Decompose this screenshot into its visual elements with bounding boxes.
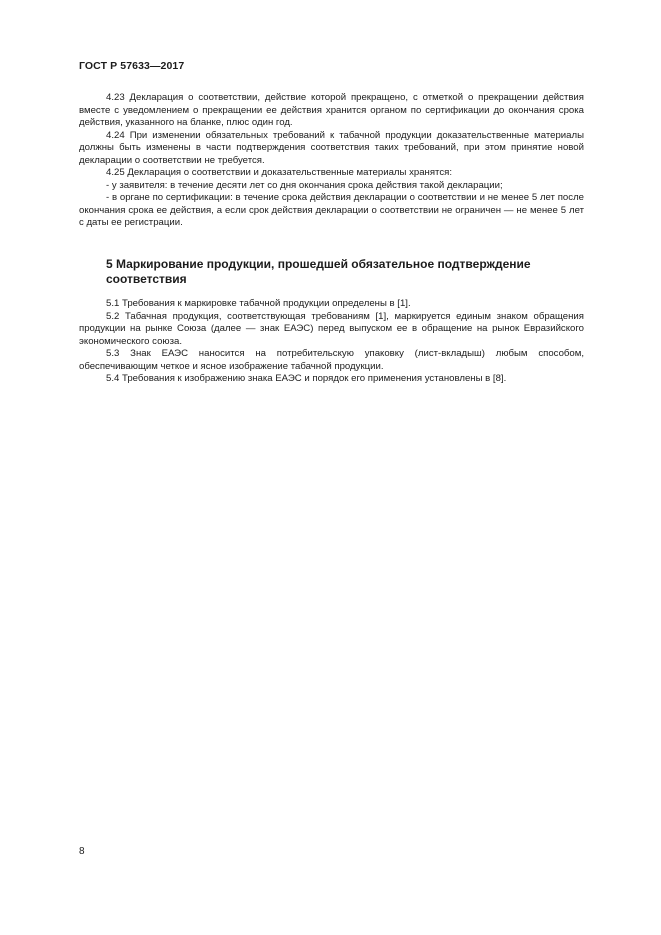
- section-5-body: [79, 298, 584, 386]
- list-item-certification-body: - в органе по сертификации: в течение срока действия декларации о соответствии и не менее 5 лет после окончания срока ее действия, а если срок действия декларации о соответствии не ограничен — не менее 5 лет с даты ее регистрации.: [79, 192, 584, 228]
- section-5-title: 5 Маркирование продукции, прошедшей обязательное подтверждение соответствия: [106, 257, 531, 286]
- page-number: 8: [79, 846, 85, 857]
- paragraph-4-23: 4.23 Декларация о соответствии, действие которой прекращено, с отметкой о прекращении действия вместе с уведомлением о прекращении ее действия хранится органом по сертификации до окончания срока действия, указанного на бланке, плюс один год.: [79, 92, 584, 128]
- paragraph-5-3: 5.3 Знак ЕАЭС наносится на потребительскую упаковку (лист-вкладыш) любым способом, обеспечивающим четкое и ясное изображение табачной продукции.: [79, 348, 584, 372]
- list-item-applicant: - у заявителя: в течение десяти лет со дня окончания срока действия такой декларации;: [106, 179, 503, 191]
- paragraph-5-4: 5.4 Требования к изображению знака ЕАЭС и порядок его применения установлены в [8].: [106, 373, 507, 384]
- paragraph-4-25: 4.25 Декларация о соответствии и доказательственные материалы хранятся:: [106, 167, 452, 178]
- paragraph-5-2: 5.2 Табачная продукция, соответствующая требованиям [1], маркируется единым знаком обращения продукции на рынке Союза (далее — знак ЕАЭС) перед выпуском ее в обращение на рынок Евразийского экономического союза.: [79, 310, 584, 347]
- paragraph-4-24: 4.24 При изменении обязательных требований к табачной продукции доказательственные материалы должны быть изменены в части подтверждения соответствия таких требований, при этом принятие новой декларации о соответствии не требуется.: [79, 129, 584, 166]
- document-code-header: ГОСТ Р 57633—2017: [79, 60, 185, 72]
- section-4-body: [79, 92, 584, 230]
- paragraph-5-1: 5.1 Требования к маркировке табачной продукции определены в [1].: [106, 298, 411, 309]
